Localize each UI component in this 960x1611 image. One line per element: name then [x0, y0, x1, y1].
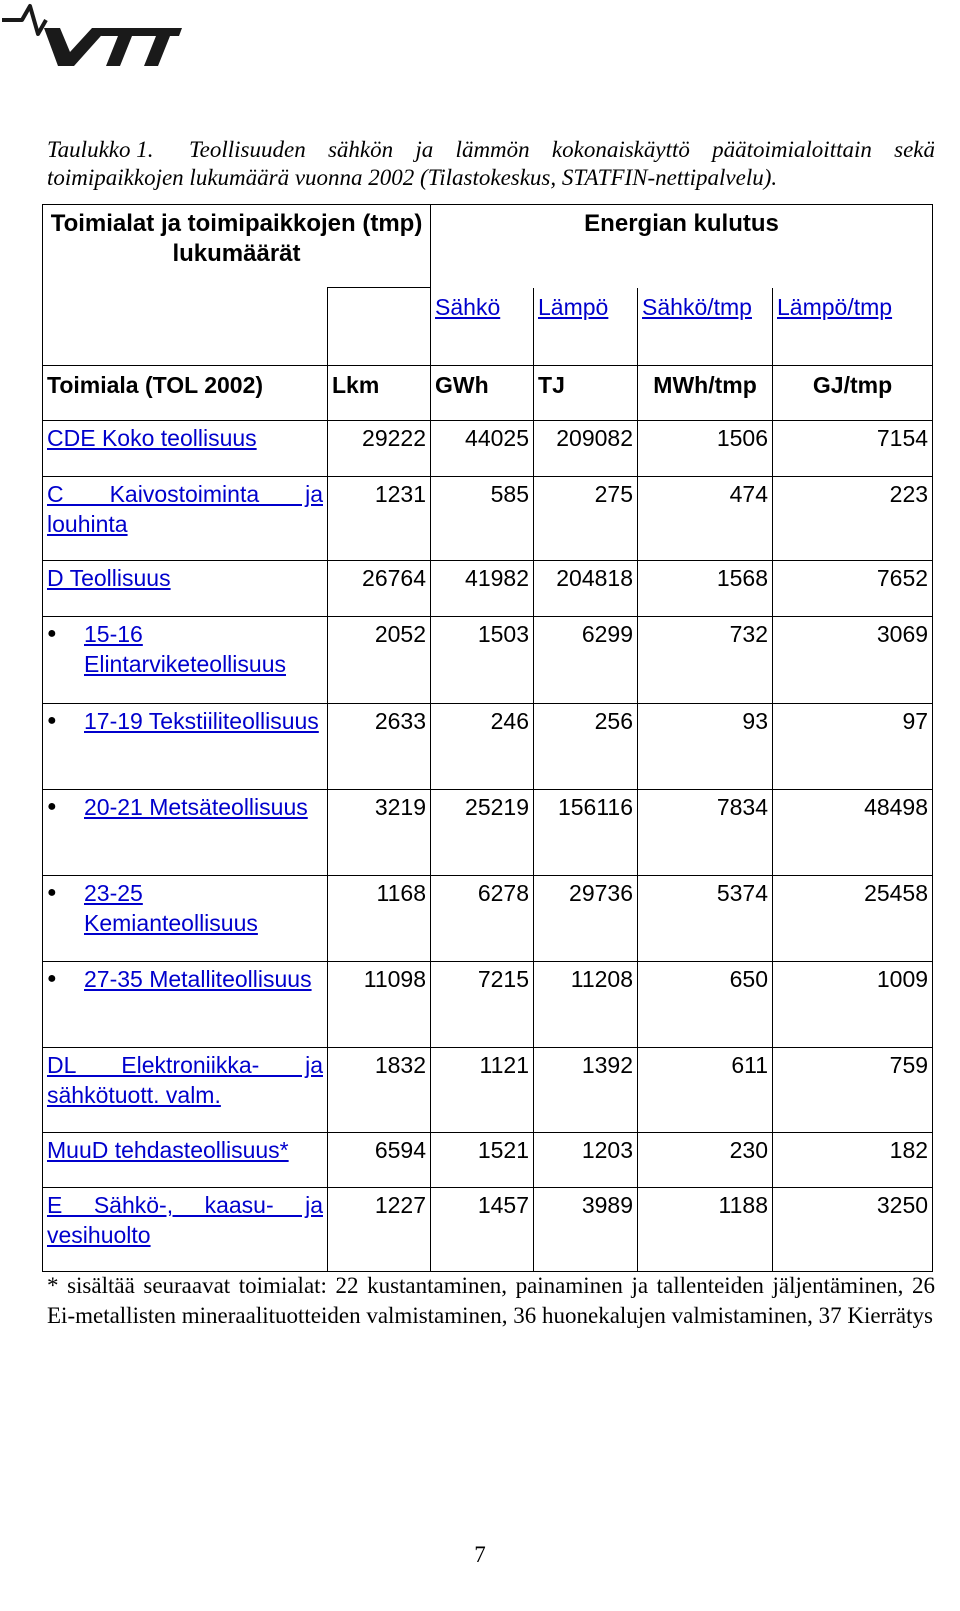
cell-gwh: 1521: [431, 1133, 534, 1188]
cell-lkm: 2052: [328, 617, 431, 704]
group-header-right: Energian kulutus: [431, 205, 933, 288]
units-lkm: Lkm: [328, 366, 431, 421]
cell-gj-tmp: 48498: [773, 790, 933, 876]
sub-header-sahko[interactable]: Sähkö: [435, 293, 501, 320]
cell-tj: 204818: [534, 561, 638, 617]
group-header-left: Toimialat ja toimipaikkojen (tmp) lukumäärät: [43, 205, 431, 288]
row-name[interactable]: CDE Koko teollisuus: [47, 425, 257, 451]
cell-gj-tmp: 1009: [773, 962, 933, 1048]
cell-lkm: 3219: [328, 790, 431, 876]
vtt-logo: [0, 0, 190, 80]
table-row: [43, 704, 933, 790]
cell-gwh: 1457: [431, 1188, 534, 1272]
bullet-icon: ●: [47, 970, 57, 987]
cell-lkm: 26764: [328, 561, 431, 617]
table-row: [43, 561, 933, 617]
sub-header-lampo[interactable]: Lämpö: [538, 293, 609, 320]
cell-tj: 256: [534, 704, 638, 790]
table-row: [43, 876, 933, 962]
cell-gwh: 44025: [431, 421, 534, 477]
row-name[interactable]: D Teollisuus: [47, 565, 171, 591]
cell-tj: 29736: [534, 876, 638, 962]
cell-gj-tmp: 3250: [773, 1188, 933, 1272]
cell-lkm: 29222: [328, 421, 431, 477]
cell-lkm: 6594: [328, 1133, 431, 1188]
cell-mwh-tmp: 7834: [638, 790, 773, 876]
units-gwh: GWh: [431, 366, 534, 421]
cell-mwh-tmp: 474: [638, 477, 773, 561]
table-row: [43, 477, 933, 561]
bullet-icon: ●: [47, 798, 57, 815]
page-number: 7: [474, 1542, 486, 1567]
sub-header-blank: [328, 288, 431, 366]
table-row: [43, 962, 933, 1048]
table-row: [43, 617, 933, 704]
cell-gj-tmp: 759: [773, 1048, 933, 1133]
cell-lkm: 1227: [328, 1188, 431, 1272]
cell-mwh-tmp: 5374: [638, 876, 773, 962]
sub-header-row: [43, 288, 933, 366]
units-tj: TJ: [534, 366, 638, 421]
cell-tj: 156116: [534, 790, 638, 876]
cell-tj: 1203: [534, 1133, 638, 1188]
cell-mwh-tmp: 1568: [638, 561, 773, 617]
cell-gj-tmp: 7154: [773, 421, 933, 477]
units-row: [43, 366, 933, 421]
table-row: [43, 790, 933, 876]
row-name[interactable]: DL Elektroniikka- ja sähkötuott. valm.: [47, 1052, 323, 1108]
cell-gwh: 6278: [431, 876, 534, 962]
table-footnote: * sisältää seuraavat toimialat: 22 kustantaminen, painaminen ja tallenteiden jäljentäminen, 26 Ei-metallisten mineraalituotteiden valmistaminen, 36 huonekalujen valmistaminen, 37 Kierrätys: [47, 1273, 935, 1328]
cell-tj: 275: [534, 477, 638, 561]
cell-mwh-tmp: 650: [638, 962, 773, 1048]
cell-mwh-tmp: 1188: [638, 1188, 773, 1272]
row-name[interactable]: C Kaivostoiminta ja louhinta: [47, 481, 323, 537]
bullet-icon: ●: [47, 712, 57, 729]
row-name[interactable]: E Sähkö-, kaasu- ja vesihuolto: [47, 1192, 323, 1248]
cell-mwh-tmp: 732: [638, 617, 773, 704]
cell-lkm: 1832: [328, 1048, 431, 1133]
units-toimiala: Toimiala (TOL 2002): [43, 366, 328, 421]
cell-lkm: 2633: [328, 704, 431, 790]
cell-mwh-tmp: 1506: [638, 421, 773, 477]
cell-gwh: 585: [431, 477, 534, 561]
row-name[interactable]: 20-21 Metsäteollisuus: [84, 794, 308, 820]
cell-gj-tmp: 223: [773, 477, 933, 561]
cell-tj: 6299: [534, 617, 638, 704]
table-row: [43, 421, 933, 477]
cell-mwh-tmp: 230: [638, 1133, 773, 1188]
cell-gwh: 1121: [431, 1048, 534, 1133]
sub-header-blank: [43, 288, 328, 366]
cell-gj-tmp: 25458: [773, 876, 933, 962]
sub-header-sahko-tmp[interactable]: Sähkö/tmp: [642, 293, 752, 320]
cell-gj-tmp: 3069: [773, 617, 933, 704]
table-row: [43, 1133, 933, 1188]
row-name[interactable]: 27-35 Metalliteollisuus: [84, 966, 312, 992]
cell-gwh: 25219: [431, 790, 534, 876]
table-row: [43, 1048, 933, 1133]
caption-label: Taulukko 1.: [47, 137, 154, 162]
cell-gwh: 7215: [431, 962, 534, 1048]
cell-gj-tmp: 182: [773, 1133, 933, 1188]
row-name[interactable]: 15-16 Elintarviketeollisuus: [84, 621, 286, 677]
cell-mwh-tmp: 611: [638, 1048, 773, 1133]
cell-gj-tmp: 97: [773, 704, 933, 790]
cell-gwh: 1503: [431, 617, 534, 704]
cell-lkm: 1231: [328, 477, 431, 561]
caption-text: Teollisuuden sähkön ja lämmön kokonaiskäyttö päätoimialoittain sekä toimipaikkojen lukumäärä vuonna 2002 (Tilastokeskus, STATFIN-nettipalvelu).: [47, 137, 935, 190]
table-row: [43, 1188, 933, 1272]
cell-tj: 209082: [534, 421, 638, 477]
row-name[interactable]: MuuD tehdasteollisuus*: [47, 1137, 289, 1163]
cell-lkm: 11098: [328, 962, 431, 1048]
cell-mwh-tmp: 93: [638, 704, 773, 790]
cell-tj: 1392: [534, 1048, 638, 1133]
cell-gwh: 41982: [431, 561, 534, 617]
row-name[interactable]: 23-25 Kemianteollisuus: [84, 880, 258, 936]
units-mwh-tmp: MWh/tmp: [638, 366, 773, 421]
cell-tj: 11208: [534, 962, 638, 1048]
row-name[interactable]: 17-19 Tekstiiliteollisuus: [84, 708, 319, 734]
sub-header-lampo-tmp[interactable]: Lämpö/tmp: [777, 293, 893, 320]
cell-tj: 3989: [534, 1188, 638, 1272]
header-group-row: [43, 205, 933, 288]
units-gj-tmp: GJ/tmp: [773, 366, 933, 421]
cell-gwh: 246: [431, 704, 534, 790]
cell-gj-tmp: 7652: [773, 561, 933, 617]
energy-table: [42, 204, 933, 1272]
bullet-icon: ●: [47, 884, 57, 901]
cell-lkm: 1168: [328, 876, 431, 962]
bullet-icon: ●: [47, 625, 57, 642]
table-caption: [47, 136, 935, 192]
